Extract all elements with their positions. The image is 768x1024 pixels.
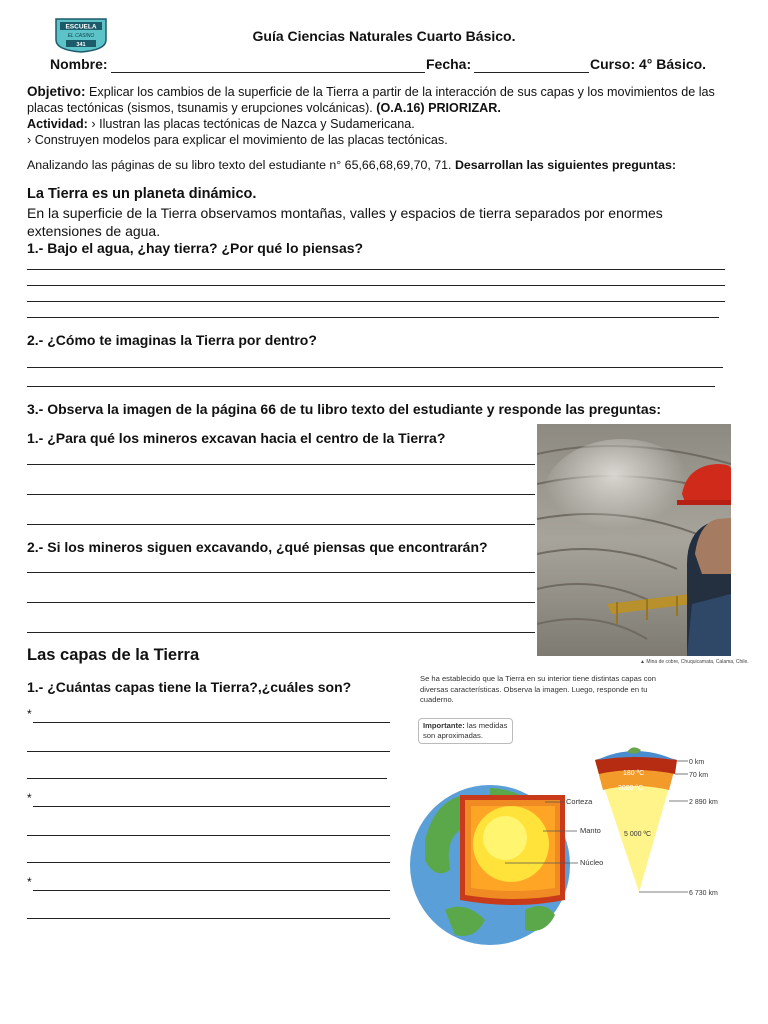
question-3-1: 1.- ¿Para qué los mineros excavan hacia el centro de la Tierra?: [27, 430, 446, 446]
answer-line[interactable]: [33, 722, 390, 723]
curso-label: Curso: 4° Básico.: [590, 56, 707, 72]
depth-2: 2 890 km: [689, 799, 718, 806]
fecha-field[interactable]: [474, 72, 589, 73]
bullet: *: [27, 791, 32, 805]
nombre-field[interactable]: [111, 72, 425, 73]
answer-line[interactable]: [27, 835, 390, 836]
answer-line[interactable]: [27, 464, 535, 465]
instructions-bold: Desarrollan las siguientes preguntas:: [454, 158, 676, 172]
objetivo-label: Objetivo:: [27, 84, 86, 99]
page-title: Guía Ciencias Naturales Cuarto Básico.: [252, 28, 516, 44]
capas-heading: Las capas de la Tierra: [27, 646, 200, 664]
label-nucleo: Núcleo: [580, 858, 604, 867]
capas-question: 1.- ¿Cuántas capas tiene la Tierra?,¿cuáles son?: [27, 679, 352, 695]
mine-photo: [537, 424, 731, 656]
photo-caption: ▲ Mina de cobre, Chuquicamata, Calama, Chile.: [640, 659, 749, 665]
answer-line[interactable]: [33, 806, 390, 807]
section-heading: La Tierra es un planeta dinámico.: [27, 186, 257, 202]
answer-line[interactable]: [27, 862, 390, 863]
objetivo-code: (O.A.16) PRIORIZAR.: [376, 101, 501, 115]
importante-label: Importante:: [423, 721, 465, 730]
answer-line[interactable]: [27, 317, 719, 318]
section-paragraph: En la superficie de la Tierra observamos montañas, valles y espacios de tierra separados por enormes extensiones de agua.: [27, 205, 663, 239]
label-corteza: Corteza: [566, 797, 593, 806]
logo-number: 341: [76, 42, 86, 48]
question-1: 1.- Bajo el agua, ¿hay tierra? ¿Por qué lo piensas?: [27, 240, 364, 256]
answer-line[interactable]: [27, 572, 535, 573]
depth-0: 0 km: [689, 759, 705, 766]
earth-layers-diagram: [405, 740, 735, 955]
actividad-label: Actividad:: [27, 117, 88, 131]
answer-line[interactable]: [27, 386, 715, 387]
label-manto: Manto: [580, 826, 601, 835]
objetivo-block: [27, 84, 727, 148]
objetivo-text: Explicar los cambios de la superficie de la Tierra a partir de la interacción de sus capas y los movimientos de las placas tectónicas (sismos, tsunamis y erupciones volcánicas).: [27, 85, 715, 115]
diagram-intro: Se ha establecido que la Tierra en su interior tiene distintas capas con diversas características. Observa la imagen. Luego, responde en tu cuaderno.: [420, 674, 656, 704]
actividad-1: › Ilustran las placas tectónicas de Nazca y Sudamericana.: [91, 117, 415, 131]
importante-text: las medidas son aproximadas.: [423, 721, 508, 740]
answer-line[interactable]: [27, 367, 723, 368]
answer-line[interactable]: [27, 778, 387, 779]
answer-line[interactable]: [27, 751, 390, 752]
answer-line[interactable]: [33, 890, 390, 891]
logo-line2: EL CASINO: [67, 33, 95, 39]
answer-line[interactable]: [27, 602, 535, 603]
instructions: [27, 158, 676, 172]
question-3-2: 2.- Si los mineros siguen excavando, ¿qué piensas que encontrarán?: [27, 539, 488, 555]
answer-line[interactable]: [27, 285, 725, 286]
temp-2: 2000 ºC: [618, 785, 644, 792]
actividad-2: › Construyen modelos para explicar el movimiento de las placas tectónicas.: [27, 133, 448, 147]
instructions-text: Analizando las páginas de su libro texto del estudiante n° 65,66,68,69,70, 71.: [27, 158, 452, 172]
answer-line[interactable]: [27, 632, 535, 633]
answer-line[interactable]: [27, 301, 725, 302]
answer-line[interactable]: [27, 269, 725, 270]
question-2: 2.- ¿Cómo te imaginas la Tierra por dentro?: [27, 332, 317, 348]
question-3: 3.- Observa la imagen de la página 66 de tu libro texto del estudiante y responde las preguntas:: [27, 401, 662, 417]
temp-3: 5 000 ºC: [624, 831, 652, 838]
nombre-label: Nombre:: [50, 56, 108, 72]
bullet: *: [27, 707, 32, 721]
answer-line[interactable]: [27, 494, 535, 495]
answer-line[interactable]: [27, 918, 390, 919]
bullet: *: [27, 875, 32, 889]
temp-1: 180 ºC: [623, 770, 645, 777]
logo-line1: ESCUELA: [65, 23, 97, 31]
depth-1: 70 km: [689, 772, 709, 779]
earth-globe: [410, 785, 570, 945]
answer-line[interactable]: [27, 524, 535, 525]
depth-3: 6 730 km: [689, 890, 718, 897]
fecha-label: Fecha:: [426, 56, 472, 72]
